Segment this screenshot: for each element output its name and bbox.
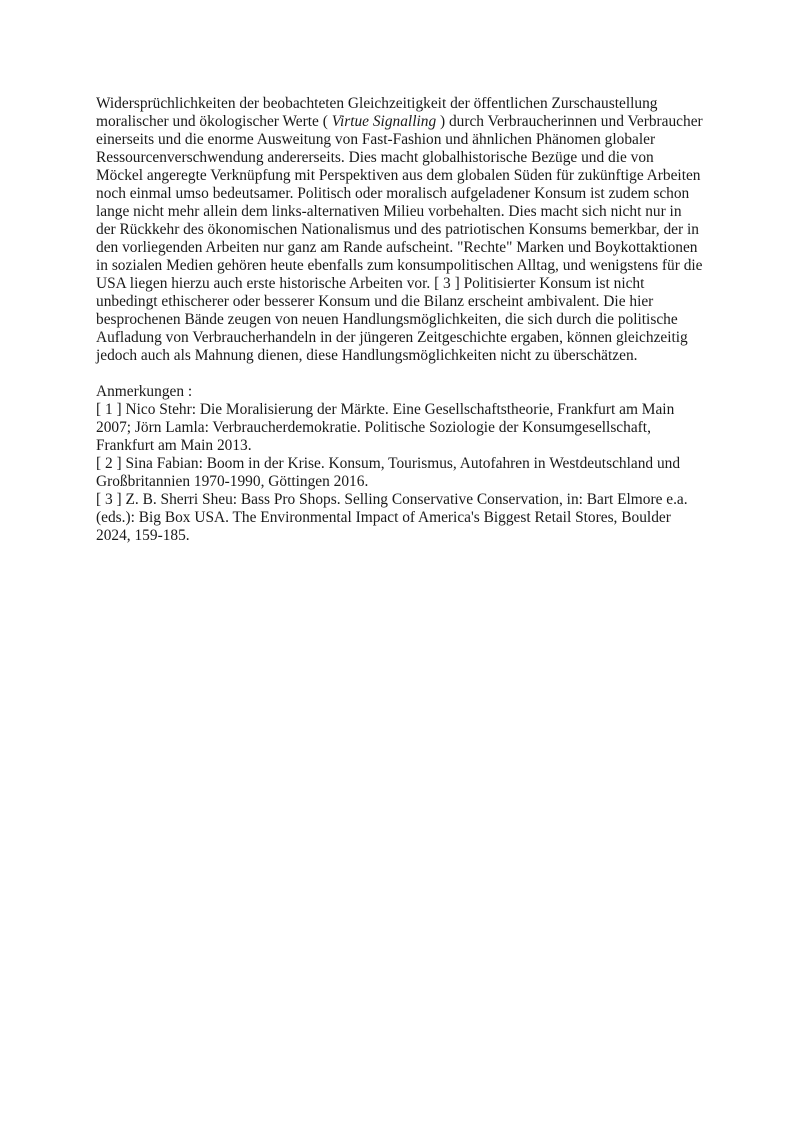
footnote-3: [ 3 ] Z. B. Sherri Sheu: Bass Pro Shops. Selling Conservative Conservation, in: Bart Elmore e.a. (eds.): Big Box USA. The Environmental Impact of America's Biggest Retail Stores, Boulder 2024, 159-185.: [96, 491, 688, 544]
body-paragraph: [96, 95, 704, 365]
body-text-part-1: Widersprüchlichkeiten der beobachteten Gleichzeitigkeit der öffentlichen Zurschaustellung moralischer und ökologischer Werte (: [96, 95, 658, 130]
document-page: [96, 95, 704, 545]
footnotes-section: [96, 383, 704, 545]
footnote-1: [ 1 ] Nico Stehr: Die Moralisierung der Märkte. Eine Gesellschaftstheorie, Frankfurt am Main 2007; Jörn Lamla: Verbraucherdemokratie. Politische Soziologie der Konsumgesellschaft, Frankfurt am Main 2013.: [96, 401, 675, 454]
footnote-2: [ 2 ] Sina Fabian: Boom in der Krise. Konsum, Tourismus, Autofahren in Westdeutschland und Großbritannien 1970-1990, Göttingen 2016.: [96, 455, 681, 490]
body-text-part-2: ) durch Verbraucherinnen und Verbraucher einerseits und die enorme Ausweitung von Fast-Fashion und ähnlichen Phänomen globaler Ressourcenverschwendung andererseits. Dies macht globalhistorische Bezüge und die von Möckel angeregte Verknüpfung mit Perspektiven aus dem globalen Süden für zukünftige Arbeiten noch einmal umso bedeutsamer. Politisch oder moralisch aufgeladener Konsum ist zudem schon lange nicht mehr allein dem links-alternativen Milieu vorbehalten. Dies macht sich nicht nur in der Rückkehr des ökonomischen Nationalismus und des patriotischen Konsums bemerkbar, der in den vorliegenden Arbeiten nur ganz am Rande aufscheint. "Rechte" Marken und Boykottaktionen in sozialen Medien gehören heute ebenfalls zum konsumpolitischen Alltag, und wenigstens für die USA liegen hierzu auch erste historische Arbeiten vor. [ 3 ] Politisierter Konsum ist nicht unbedingt ethischerer oder besserer Konsum und die Bilanz erscheint ambivalent. Die hier besprochenen Bände zeugen von neuen Handlungsmöglichkeiten, die sich durch die politische Aufladung von Verbraucherhandeln in der jüngeren Zeitgeschichte ergaben, können gleichzeitig jedoch auch als Mahnung dienen, diese Handlungsmöglichkeiten nicht zu überschätzen.: [96, 113, 703, 364]
footnotes-heading: Anmerkungen :: [96, 383, 193, 400]
virtue-signalling-term: Virtue Signalling: [331, 113, 437, 130]
